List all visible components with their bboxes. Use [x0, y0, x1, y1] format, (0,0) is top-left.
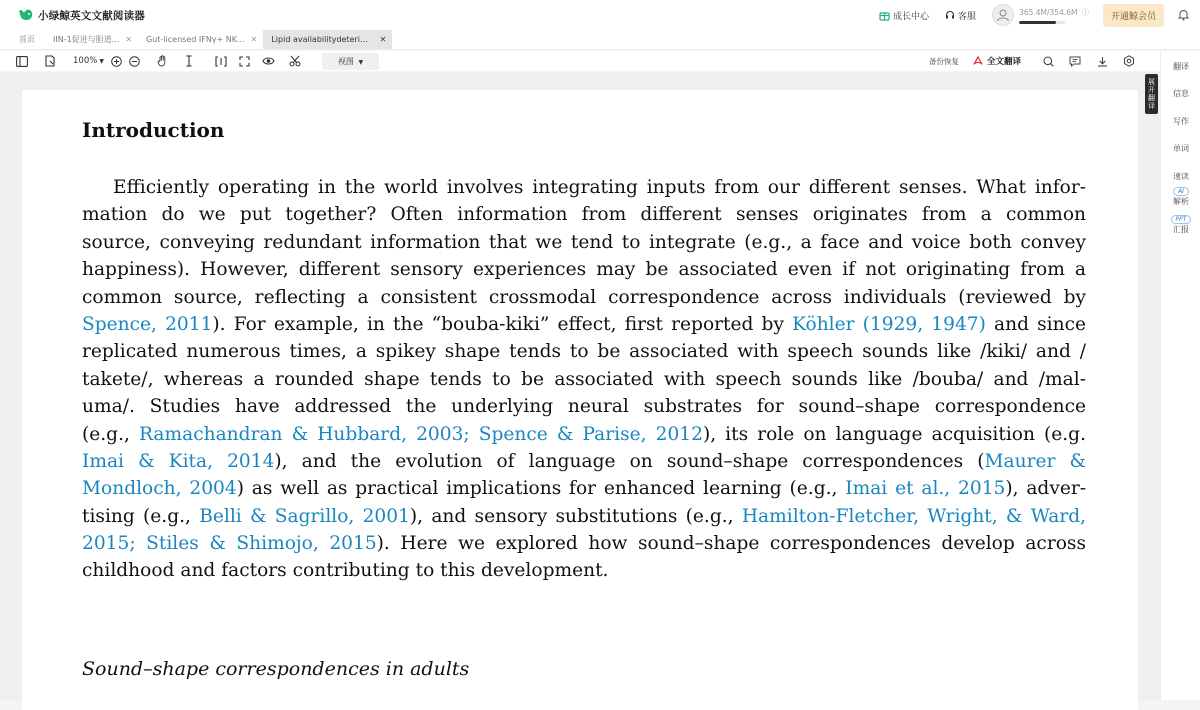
full-text-translate-label: 全文翻译: [986, 57, 1021, 67]
tab-document-1[interactable]: [45, 30, 138, 49]
text-line: childhood and factors contributing to this development.: [82, 560, 609, 582]
text-line: Efficiently operating in the world involves integrating inputs from our different senses. What infor-: [113, 177, 1086, 198]
text-line: Spence, 2011). For example, in the “bouba-kiki” effect, first reported by Köhler (1929, 1947) and since: [82, 313, 1086, 335]
view-menu-button[interactable]: [322, 53, 379, 70]
expand-translation-char: 翻: [1148, 94, 1155, 102]
storage-quota-bar: [1019, 21, 1065, 24]
citation-link[interactable]: Imai & Kita, 2014: [82, 450, 275, 472]
expand-translation-char: 开: [1148, 86, 1155, 94]
sidebar-item-info[interactable]: 信息: [1173, 89, 1189, 98]
zoom-select[interactable]: [73, 56, 104, 66]
text-line: common source, reflecting a consistent crossmodal correspondence across individuals (reviewed by: [82, 286, 1086, 308]
zoom-out-icon[interactable]: [128, 54, 142, 68]
right-sidebar: [1160, 51, 1200, 700]
sidebar-toggle-icon[interactable]: [15, 54, 29, 68]
expand-translation-panel-button[interactable]: [1145, 74, 1158, 114]
text-line: mation do we put together? Often information from different senses originates from a common: [82, 204, 1086, 226]
text-line: 2015; Stiles & Shimojo, 2015). Here we explored how sound–shape correspondences develop across: [82, 533, 1086, 555]
reader-toolbar: [0, 51, 1160, 71]
tab-title: 首页: [19, 35, 35, 44]
document-tabs: [0, 30, 1200, 50]
tab-document-3-active[interactable]: [263, 30, 392, 49]
scissors-icon[interactable]: [288, 54, 302, 68]
headset-icon: [945, 10, 955, 20]
growth-center-button[interactable]: [879, 9, 929, 22]
sidebar-item-translate[interactable]: 翻译: [1173, 62, 1189, 71]
introduction-paragraph[interactable]: [82, 174, 1086, 585]
text-line: tising (e.g., Belli & Sagrillo, 2001), and sensory substitutions (e.g., Hamilton-Fletcher, Wright, & Ward,: [82, 505, 1087, 527]
title-bar: [0, 0, 1200, 30]
whale-logo-icon: [18, 8, 34, 22]
chevron-down-icon: ▼: [358, 58, 364, 66]
sidebar-item-ai-analyze[interactable]: [1161, 186, 1200, 207]
pdf-translate-icon: [973, 56, 983, 66]
sidebar-item-ppt-report[interactable]: [1161, 214, 1200, 235]
comment-icon[interactable]: [1068, 54, 1082, 68]
ppt-report-label: 汇报: [1173, 225, 1189, 234]
search-icon[interactable]: [1041, 54, 1055, 68]
close-icon[interactable]: ✕: [125, 35, 133, 44]
single-page-view-icon[interactable]: [214, 54, 228, 68]
text-line: takete/, whereas a rounded shape tends to be associated with speech sounds like /bouba/ and /mal-: [82, 368, 1086, 390]
citation-link[interactable]: Maurer &: [984, 450, 1086, 472]
eye-care-icon[interactable]: [262, 54, 276, 68]
zoom-in-icon[interactable]: [110, 54, 124, 68]
notification-bell-icon[interactable]: [1176, 8, 1190, 22]
gift-icon: [879, 10, 890, 21]
info-icon[interactable]: ⓘ: [1081, 7, 1089, 17]
tab-title: Lipid availabilitydeteri...: [271, 35, 368, 44]
download-icon[interactable]: [1095, 54, 1109, 68]
chevron-down-icon: ▼: [99, 57, 104, 65]
backup-restore-button[interactable]: 备份恢复: [928, 56, 959, 66]
fullscreen-icon[interactable]: [238, 54, 252, 68]
tab-title: IIN-1促进与胆道...: [53, 35, 120, 44]
text-line: uma/. Studies have addressed the underlying neural substrates for sound–shape correspondence: [82, 396, 1086, 418]
text-line: replicated numerous times, a spikey shape tends to be associated with speech sounds like /kiki/ and /: [82, 341, 1086, 363]
pdf-page[interactable]: [22, 90, 1138, 710]
document-viewer[interactable]: [0, 72, 1160, 700]
text-select-icon[interactable]: [182, 54, 196, 68]
citation-link[interactable]: Mondloch, 2004: [82, 478, 237, 500]
subsection-heading: Sound–shape correspondences in adults: [82, 658, 470, 680]
citation-link[interactable]: Spence, 2011: [82, 313, 213, 335]
ppt-badge: PPT: [1171, 215, 1192, 224]
sidebar-item-words[interactable]: 单词: [1173, 144, 1189, 153]
vip-membership-button[interactable]: 开通鲸会员: [1103, 4, 1164, 27]
text-line: source, conveying redundant information that we tend to integrate (e.g., a face and voice both convey: [82, 231, 1086, 253]
full-text-translate-button[interactable]: [973, 55, 1021, 67]
close-icon[interactable]: ✕: [250, 35, 258, 44]
hand-tool-icon[interactable]: [156, 54, 170, 68]
app-name: 小绿鲸英文文献阅读器: [38, 9, 145, 22]
storage-quota-fill: [1019, 21, 1056, 24]
avatar[interactable]: [992, 4, 1014, 26]
settings-icon[interactable]: [1122, 54, 1136, 68]
user-account[interactable]: [992, 4, 1089, 26]
close-icon[interactable]: ✕: [379, 35, 387, 44]
section-heading: Introduction: [82, 118, 225, 142]
tab-home[interactable]: [0, 30, 45, 49]
view-menu-label: 视图: [337, 56, 354, 66]
citation-link[interactable]: Belli & Sagrillo, 2001: [199, 505, 410, 527]
citation-link[interactable]: Köhler (1929, 1947): [792, 313, 986, 335]
sidebar-item-write[interactable]: 写作: [1173, 117, 1189, 126]
page-rotate-icon[interactable]: [43, 54, 57, 68]
user-avatar-icon: [995, 7, 1011, 23]
expand-translation-char: 译: [1148, 102, 1155, 110]
tab-document-2[interactable]: [138, 30, 263, 49]
text-line: Mondloch, 2004) as well as practical implications for enhanced learning (e.g., Imai et al., 2015), adver-: [82, 478, 1087, 500]
ai-badge: AI: [1173, 187, 1189, 196]
text-line: (e.g., Ramachandran & Hubbard, 2003; Spence & Parise, 2012), its role on language acquisition (e.g.: [82, 423, 1086, 445]
storage-quota-text: 365.4M/354.6M: [1019, 7, 1078, 17]
growth-center-label: 成长中心: [893, 11, 930, 22]
app-brand[interactable]: [18, 8, 145, 23]
expand-translation-char: 展: [1148, 78, 1155, 86]
zoom-level: 100%: [73, 56, 98, 66]
text-line: Imai & Kita, 2014), and the evolution of language on sound–shape correspondences (Maurer &: [82, 450, 1086, 472]
ai-analyze-label: 解析: [1173, 197, 1189, 206]
customer-service-button[interactable]: [945, 9, 976, 22]
sidebar-item-speed-read[interactable]: 速读: [1173, 172, 1189, 181]
text-line: happiness). However, different sensory experiences may be associated even if not originating from a: [82, 259, 1086, 281]
customer-service-label: 客服: [958, 11, 977, 22]
citation-link[interactable]: Ramachandran & Hubbard, 2003; Spence & Parise, 2012: [138, 423, 703, 445]
citation-link[interactable]: Hamilton-Fletcher, Wright, & Ward,: [741, 505, 1087, 527]
tab-title: Gut-licensed IFNγ+ NK...: [146, 35, 245, 44]
citation-link[interactable]: Imai et al., 2015: [845, 478, 1006, 500]
citation-link[interactable]: 2015; Stiles & Shimojo, 2015: [82, 533, 377, 555]
